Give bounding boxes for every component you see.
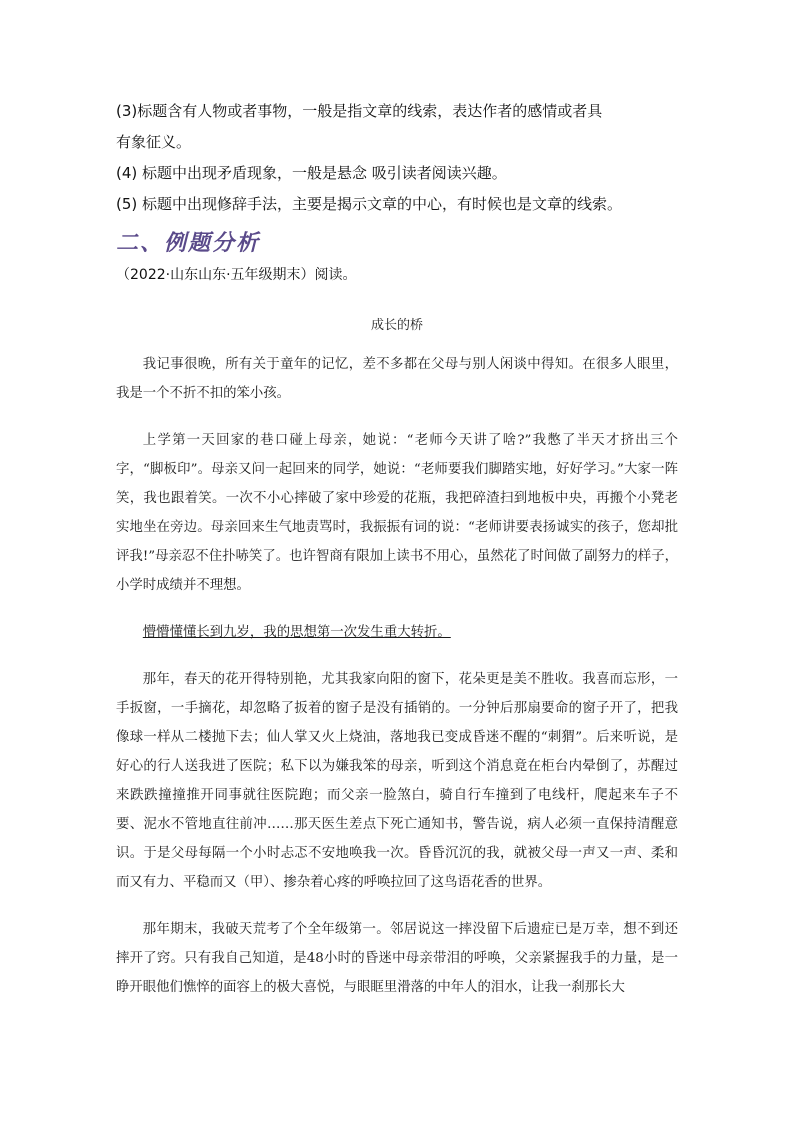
tip-4: (4) 标题中出现矛盾现象，一般是悬念 吸引读者阅读兴趣。 [116,164,507,182]
tip-3: (3)标题含有人物或者事物，一般是指文章的线索，表达作者的感情或者具 [116,102,603,120]
source-line: （2022·山东山东·五年级期末）阅读。 [116,267,357,283]
section-heading: 二、例题分析 [116,230,261,256]
paragraph-3-underlined: 懵懵懂懂长到九岁，我的思想第一次发生重大转折。 [142,625,451,640]
paragraph-4: 那年，春天的花开得特别艳，尤其我家向阳的窗下，花朵更是美不胜收。我喜而忘形，一手扳窗，一手摘花，却忽略了扳着的窗子是没有插销的。一分钟后那扇要命的窗子开了，把我像球一样从二楼抛下去；仙人掌又火上烧油，落地我已变成昏迷不醒的“刺猬”。后来听说，是好心的行人送我进了医院；私下以为嫌我笨的母亲，听到这个消息竟在柜台内晕倒了，苏醒过来跌跌撞撞推开同事就往医院跑；而父亲一脸煞白，骑自行车撞到了电线杆，爬起来车子不要、泥水不管地直往前冲……那天医生差点下死亡通知书，警告说，病人必须一直保持清醒意识。于是父母每隔一个小时忐忑不安地唤我一次。昏昏沉沉的我，就被父母一声又一声、柔和而又有力、平稳而又（甲）、掺杂着心疼的呼唤拉回了这鸟语花香的世界。 [116,672,678,890]
paragraph-2: 上学第一天回家的巷口碰上母亲，她说：“老师今天讲了啥?”我憋了半天才挤出三个字，“脚板印”。母亲又问一起回来的同学，她说：“老师要我们脚踏实地，好好学习。”大家一阵笑，我也跟着笑。一次不小心摔破了家中珍爱的花瓶，我把碎渣扫到地板中央，再搬个小凳老实地坐在旁边。母亲回来生气地责骂时，我振振有词的说：“老师讲要表扬诚实的孩子，您却批评我!”母亲忍不住扑哧笑了。也许智商有限加上读书不用心，虽然花了时间做了副努力的样子，小学时成绩并不理想。 [116,433,678,593]
tips-list [116,96,686,220]
paragraph-5: 那年期末，我破天荒考了个全年级第一。邻居说这一摔没留下后遗症已是万幸，想不到还摔开了窍。只有我自己知道，是48小时的昏迷中母亲带泪的呼唤，父亲紧握我手的力量，是一睁开眼他们憔悴的面容上的极大喜悦，与眼眶里滑落的中年人的泪水，让我一刹那长大 [116,922,678,995]
paragraph-1: 我记事很晚，所有关于童年的记忆，差不多都在父母与别人闲谈中得知。在很多人眼里，我是一个不折不扣的笨小孩。 [116,357,678,401]
tip-3-continued: 有象征义。 [116,133,192,151]
passage-body [116,350,678,1020]
tip-5: (5) 标题中出现修辞手法，主要是揭示文章的中心，有时候也是文章的线索。 [116,195,623,213]
passage-title: 成长的桥 [370,318,423,333]
